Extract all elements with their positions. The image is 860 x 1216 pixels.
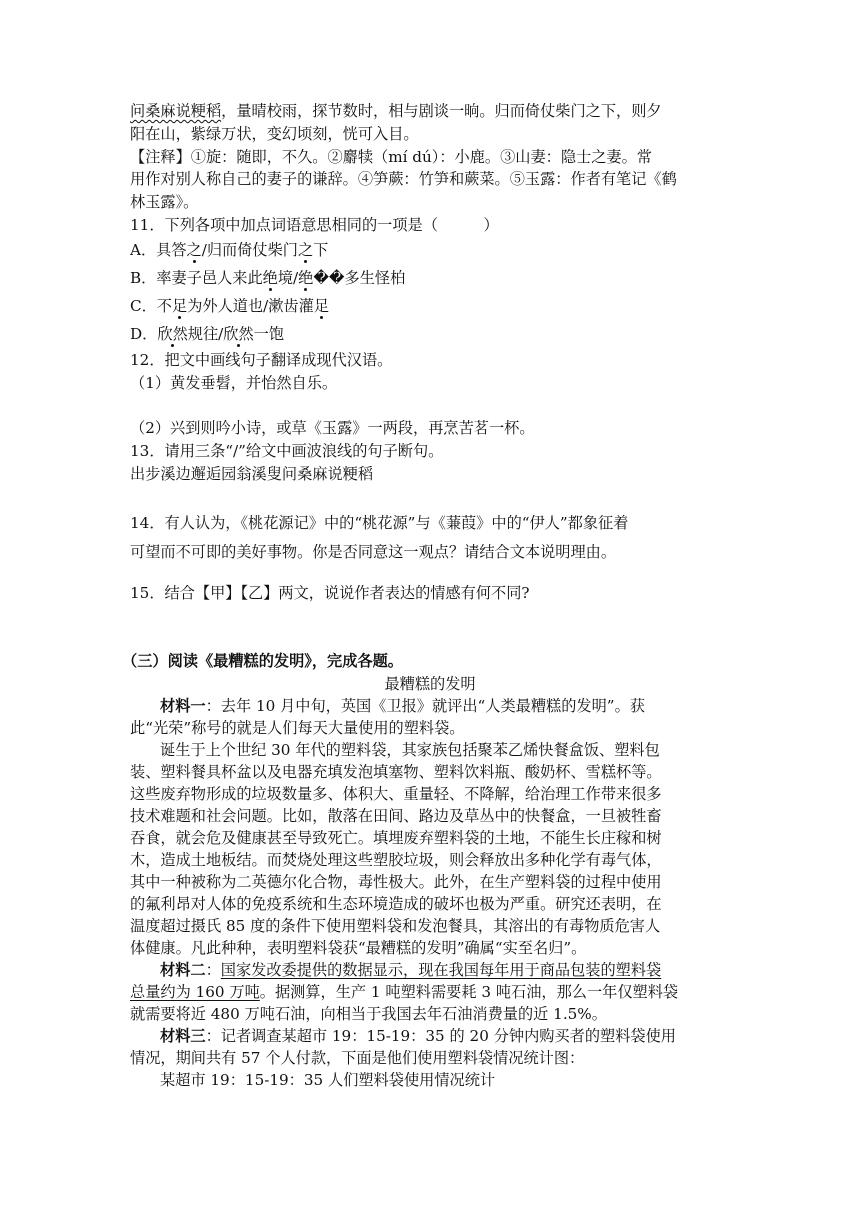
document-page [122, 100, 730, 1091]
option-text: 为外人道也/漱齿灌 [187, 296, 314, 315]
material-text: 。据测算，生产 1 吨塑料需要耗 3 吨石油，那么一年仅塑料袋 [259, 982, 679, 1001]
question-14-line: 可望而不可即的美好事物。你是否同意这一观点？请结合文本说明理由。 [130, 542, 616, 561]
question-15-line: 15．结合【甲】【乙】两文，说说作者表达的情感有何不同? [130, 583, 530, 602]
question-12-stem: 12．把文中画线句子翻译成现代汉语。 [130, 350, 393, 369]
question-14-line: 14．有人认为，《桃花源记》中的“桃花源”与《蒹葭》中的“伊人”都象征着 [130, 513, 629, 532]
material-3-line [130, 1025, 730, 1047]
dotted-word: 绝 [262, 268, 278, 287]
dotted-word: 之 [297, 240, 314, 259]
material-text: ：去年 10 月中旬，英国《卫报》就评出“人类最糟糕的发明”。获 [205, 696, 645, 715]
option-d [130, 320, 730, 349]
article-title: 最糟糕的发明 [384, 674, 476, 693]
material-1-line: 此“光荣”称号的就是人们每天大量使用的塑料袋。 [130, 718, 465, 737]
underlined-sentence: 总量约为 160 万吨 [130, 982, 260, 1001]
option-text: B．率妻子邑人来此 [130, 268, 263, 287]
paragraph-line: 的氟利昂对人体的免疫系统和生态环境造成的破坏也极为严重。研究还表明，在 [130, 894, 662, 913]
material-2-line [130, 959, 730, 981]
question-12-sentence-1: （1）黄发垂髫，并怡然自乐。 [130, 373, 338, 392]
option-b [130, 264, 730, 293]
answer-space [130, 608, 730, 650]
question-13-stem: 13．请用三条“/”给文中画波浪线的句子断句。 [130, 442, 444, 461]
passage-line [130, 100, 730, 123]
paragraph-line: 吞食，就会危及健康甚至导致死亡。填埋废弃塑料袋的土地，不能生长庄稼和树 [130, 828, 662, 847]
dotted-word: 绝 [298, 268, 314, 287]
option-text: D． [130, 324, 158, 343]
material-2-line [130, 981, 730, 1003]
paragraph-line: 木，造成土地板结。而焚烧处理这些塑胶垃圾，则会释放出多种化学有毒气体， [130, 850, 662, 869]
option-text: A．具答 [130, 240, 187, 259]
wavy-underlined-sentence: 问桑麻说粳稻 [130, 102, 222, 120]
material-1-label: 材料一 [160, 696, 206, 715]
section-3-heading: （三）阅读《最糟糕的发明》，完成各题。 [122, 651, 403, 670]
notes-line: 林玉露》。 [130, 193, 199, 212]
material-2-line: 就需要将近 480 万吨石油，向相当于我国去年石油消费量的近 1.5%。 [130, 1004, 607, 1023]
dotted-word: 足 [313, 296, 329, 315]
material-3-label: 材料三 [160, 1026, 206, 1045]
paragraph-line: 装、塑料餐具杯盆以及电器充填发泡填塞物、塑料饮料瓶、酸奶杯、雪糕杯等。 [130, 762, 662, 781]
paragraph-line: 温度超过摄氏 85 度的条件下使用塑料袋和发泡餐具，其溶出的有毒物质危害人 [130, 916, 661, 935]
paragraph-line: 技术难题和社会问题。比如，散落在田间、路边及草丛中的快餐盒，一旦被牲畜 [130, 806, 662, 825]
paragraph-line: 体健康。凡此种种，表明塑料袋获“最糟糕的发明”确属“实至名归”。 [130, 938, 587, 957]
dotted-word: 欣然 [223, 324, 254, 343]
option-text: 一饱 [253, 324, 284, 343]
option-text: 规往/ [187, 324, 224, 343]
chart-caption: 某超市 19：15-19：35 人们塑料袋使用情况统计 [160, 1070, 496, 1089]
passage-text: ，量晴校雨，探节数时，相与剧谈一晌。归而倚仗柴门之下，则夕 [221, 102, 662, 120]
dotted-word: 足 [172, 296, 188, 315]
option-text: C．不 [130, 296, 172, 315]
material-2-label: 材料二 [160, 960, 206, 979]
notes-line: 【注释】①旋：随即，不久。②麝犊（mí dú）：小鹿。③山妻：隐士之妻。常 [130, 147, 652, 166]
dotted-word: 欣然 [157, 324, 188, 343]
question-11-stem: 11．下列各项中加点词语意思相同的一项是（ ） [130, 215, 499, 234]
material-1-line [130, 695, 730, 717]
option-c [130, 293, 730, 320]
paragraph-line: 其中一种被称为二英德尔化合物，毒性极大。此外，在生产塑料袋的过程中使用 [130, 872, 662, 891]
material-text: ： [205, 960, 221, 979]
option-text: ��多生怪柏 [313, 268, 406, 287]
answer-space [130, 567, 730, 579]
material-text: ：记者调查某超市 19：15-19：35 的 20 分钟内购买者的塑料袋使用 [205, 1026, 676, 1045]
notes-line: 用作对别人称自己的妻子的谦辞。④笋蕨：竹笋和蕨菜。⑤玉露：作者有笔记《鹤 [130, 170, 677, 189]
underlined-sentence: 国家发改委提供的数据显示，现在我国每年用于商品包装的塑料袋 [220, 960, 662, 979]
option-text: /归而倚仗柴门 [201, 240, 298, 259]
paragraph-line: 诞生于上个世纪 30 年代的塑料袋，其家族包括聚苯乙烯快餐盒饭、塑料包 [160, 740, 660, 759]
answer-space [130, 486, 730, 509]
option-text: 境/ [277, 268, 299, 287]
passage-line: 阳在山，紫绿万状，变幻顷刻，恍可入目。 [130, 124, 419, 143]
paragraph-line: 这些废弃物形成的垃圾数量多、体积大、重量轻、不降解，给治理工作带来很多 [130, 784, 662, 803]
question-13-sentence: 出步溪边邂逅园翁溪叟问桑麻说粳稻 [130, 464, 373, 483]
option-a [130, 237, 730, 264]
dotted-word: 之 [186, 240, 202, 259]
material-3-line: 情况，期间共有 57 个人付款，下面是他们使用塑料袋情况统计图： [130, 1048, 585, 1067]
question-12-sentence-2: （2）兴到则吟小诗，或草《玉露》一两段，再烹苦茗一杯。 [130, 419, 535, 438]
option-text: 下 [313, 240, 329, 259]
answer-space [130, 394, 730, 417]
